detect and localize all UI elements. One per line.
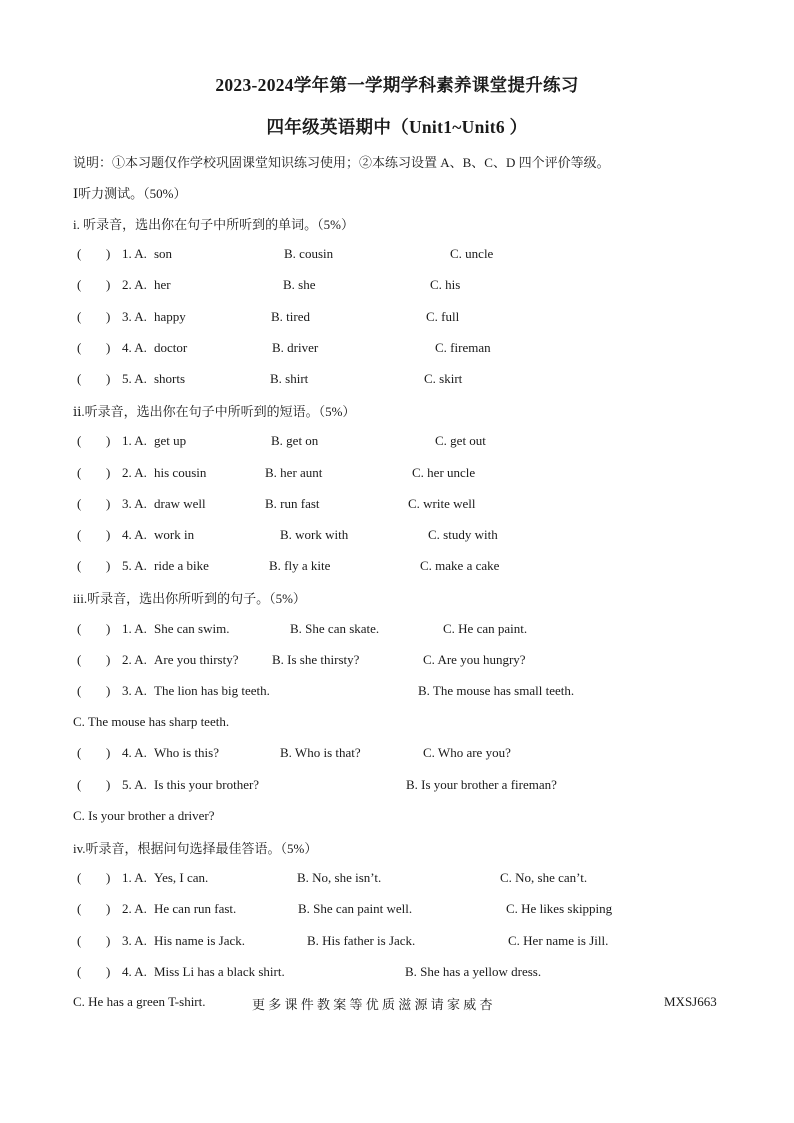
answer-blank-open: ( [77,777,82,792]
option-c-wrapped: C. The mouse has sharp teeth. [73,714,230,729]
option-a: She can swim. [154,621,230,636]
answer-blank-close: ) [106,465,111,480]
question-row [0,465,794,483]
answer-blank-close: ) [106,933,111,948]
answer-blank-close: ) [106,527,111,542]
part-heading: Ⅰ听力测试。（50%） [73,186,187,201]
option-a: Is this your brother? [154,777,260,792]
document-title: 2023-2024学年第一学期学科素养课堂提升练习 [215,75,579,95]
question-row [0,340,794,358]
answer-blank-open: ( [77,433,82,448]
question-row [0,683,794,701]
option-b: B. No, she isn’t. [297,870,382,885]
option-c: C. full [426,309,460,324]
option-b: B. tired [271,309,310,324]
option-a: his cousin [154,465,207,480]
question-row [0,870,794,888]
question-number: 3. A. [122,309,147,324]
final-line [0,994,794,1012]
option-b: B. she [283,277,316,292]
option-c-wrapped: C. He has a green T-shirt. [73,994,206,1009]
instructions-note: 说明：①本习题仅作学校巩固课堂知识练习使用；②本练习设置 A、B、C、D 四个评价等级。 [73,155,610,170]
document-subtitle: 四年级英语期中（Unit1~Unit6 ） [266,117,528,137]
answer-blank-close: ) [106,621,111,636]
option-c: C. her uncle [412,465,476,480]
answer-blank-open: ( [77,465,82,480]
question-number: 3. A. [122,496,147,511]
answer-blank-open: ( [77,496,82,511]
option-a: doctor [154,340,188,355]
option-a: ride a bike [154,558,209,573]
question-number: 2. A. [122,901,147,916]
option-b: B. His father is Jack. [307,933,416,948]
question-row [0,433,794,451]
question-row [0,964,794,982]
answer-blank-open: ( [77,621,82,636]
option-c: C. make a cake [420,558,500,573]
option-a: He can run fast. [154,901,237,916]
answer-blank-close: ) [106,745,111,760]
answer-blank-close: ) [106,558,111,573]
option-b: B. She has a yellow dress. [405,964,542,979]
question-row [0,745,794,763]
option-b: B. Who is that? [280,745,361,760]
question-number: 4. A. [122,745,147,760]
question-row [0,777,794,795]
answer-blank-close: ) [106,870,111,885]
option-a: happy [154,309,186,324]
question-row [0,277,794,295]
answer-blank-close: ) [106,340,111,355]
option-c: C. He can paint. [443,621,528,636]
answer-blank-close: ) [106,246,111,261]
question-number: 2. A. [122,277,147,292]
answer-blank-open: ( [77,652,82,667]
question-number: 5. A. [122,558,147,573]
option-a: get up [154,433,187,448]
question-row [0,933,794,951]
answer-blank-open: ( [77,340,82,355]
option-c: C. get out [435,433,486,448]
question-number: 3. A. [122,933,147,948]
answer-blank-open: ( [77,558,82,573]
document-code: MXSJ663 [664,994,717,1009]
section-heading: iii.听录音，选出你所听到的句子。（5%） [73,591,306,606]
question-row [0,496,794,514]
section-heading: ⅱ.听录音，选出你在句子中所听到的短语。（5%） [73,404,356,419]
option-a: work in [154,527,195,542]
option-b: B. The mouse has small teeth. [418,683,575,698]
answer-blank-close: ) [106,277,111,292]
answer-blank-open: ( [77,527,82,542]
answer-blank-close: ) [106,901,111,916]
option-b: B. cousin [284,246,334,261]
option-b: B. shirt [270,371,309,386]
answer-blank-close: ) [106,496,111,511]
answer-blank-open: ( [77,371,82,386]
option-a: Miss Li has a black shirt. [154,964,285,979]
option-a: Who is this? [154,745,219,760]
option-c-wrapped: C. Is your brother a driver? [73,808,215,823]
option-a: shorts [154,371,186,386]
question-number: 2. A. [122,465,147,480]
question-row [0,621,794,639]
question-row [0,371,794,389]
question-number: 1. A. [122,870,147,885]
option-b: B. She can skate. [290,621,380,636]
answer-blank-close: ) [106,433,111,448]
answer-blank-open: ( [77,246,82,261]
answer-blank-open: ( [77,277,82,292]
option-a: son [154,246,173,261]
question-row [0,558,794,576]
answer-blank-open: ( [77,683,82,698]
option-a: His name is Jack. [154,933,245,948]
option-c: C. skirt [424,371,463,386]
option-a: Yes, I can. [154,870,209,885]
option-b: B. get on [271,433,319,448]
option-c: C. Are you hungry? [423,652,526,667]
answer-blank-open: ( [77,964,82,979]
answer-blank-close: ) [106,964,111,979]
question-number: 5. A. [122,777,147,792]
answer-blank-close: ) [106,683,111,698]
option-c: C. Her name is Jill. [508,933,609,948]
section-heading: iv.听录音，根据问句选择最佳答语。（5%） [73,841,318,856]
option-c: C. write well [408,496,476,511]
answer-blank-open: ( [77,309,82,324]
question-number: 1. A. [122,246,147,261]
option-b: B. driver [272,340,319,355]
option-b: B. fly a kite [269,558,331,573]
question-row [0,901,794,919]
option-b: B. run fast [265,496,320,511]
question-number: 2. A. [122,652,147,667]
option-b: B. She can paint well. [298,901,413,916]
option-c: C. fireman [435,340,491,355]
section-heading: i. 听录音，选出你在句子中所听到的单词。（5%） [73,217,354,232]
option-a: draw well [154,496,206,511]
question-row [0,309,794,327]
watermark-text: 更 多 课 件 教 案 等 优 质 滋 源 请 家 威 杏 [252,997,493,1012]
option-c: C. Who are you? [423,745,511,760]
option-a: Are you thirsty? [154,652,239,667]
option-b: B. her aunt [265,465,323,480]
question-number: 4. A. [122,340,147,355]
question-row [0,527,794,545]
option-c: C. his [430,277,461,292]
answer-blank-close: ) [106,371,111,386]
question-row [0,652,794,670]
answer-blank-open: ( [77,745,82,760]
option-c: C. study with [428,527,498,542]
option-b: B. Is your brother a fireman? [406,777,557,792]
question-number: 5. A. [122,371,147,386]
option-a: her [154,277,171,292]
option-b: B. Is she thirsty? [272,652,360,667]
question-number: 3. A. [122,683,147,698]
question-number: 1. A. [122,433,147,448]
question-number: 1. A. [122,621,147,636]
answer-blank-open: ( [77,870,82,885]
option-c: C. uncle [450,246,494,261]
question-number: 4. A. [122,964,147,979]
answer-blank-open: ( [77,933,82,948]
answer-blank-close: ) [106,652,111,667]
answer-blank-open: ( [77,901,82,916]
question-row [0,246,794,264]
answer-blank-close: ) [106,309,111,324]
question-number: 4. A. [122,527,147,542]
option-c: C. No, she can’t. [500,870,588,885]
option-a: The lion has big teeth. [154,683,270,698]
answer-blank-close: ) [106,777,111,792]
option-b: B. work with [280,527,349,542]
option-c: C. He likes skipping [506,901,613,916]
